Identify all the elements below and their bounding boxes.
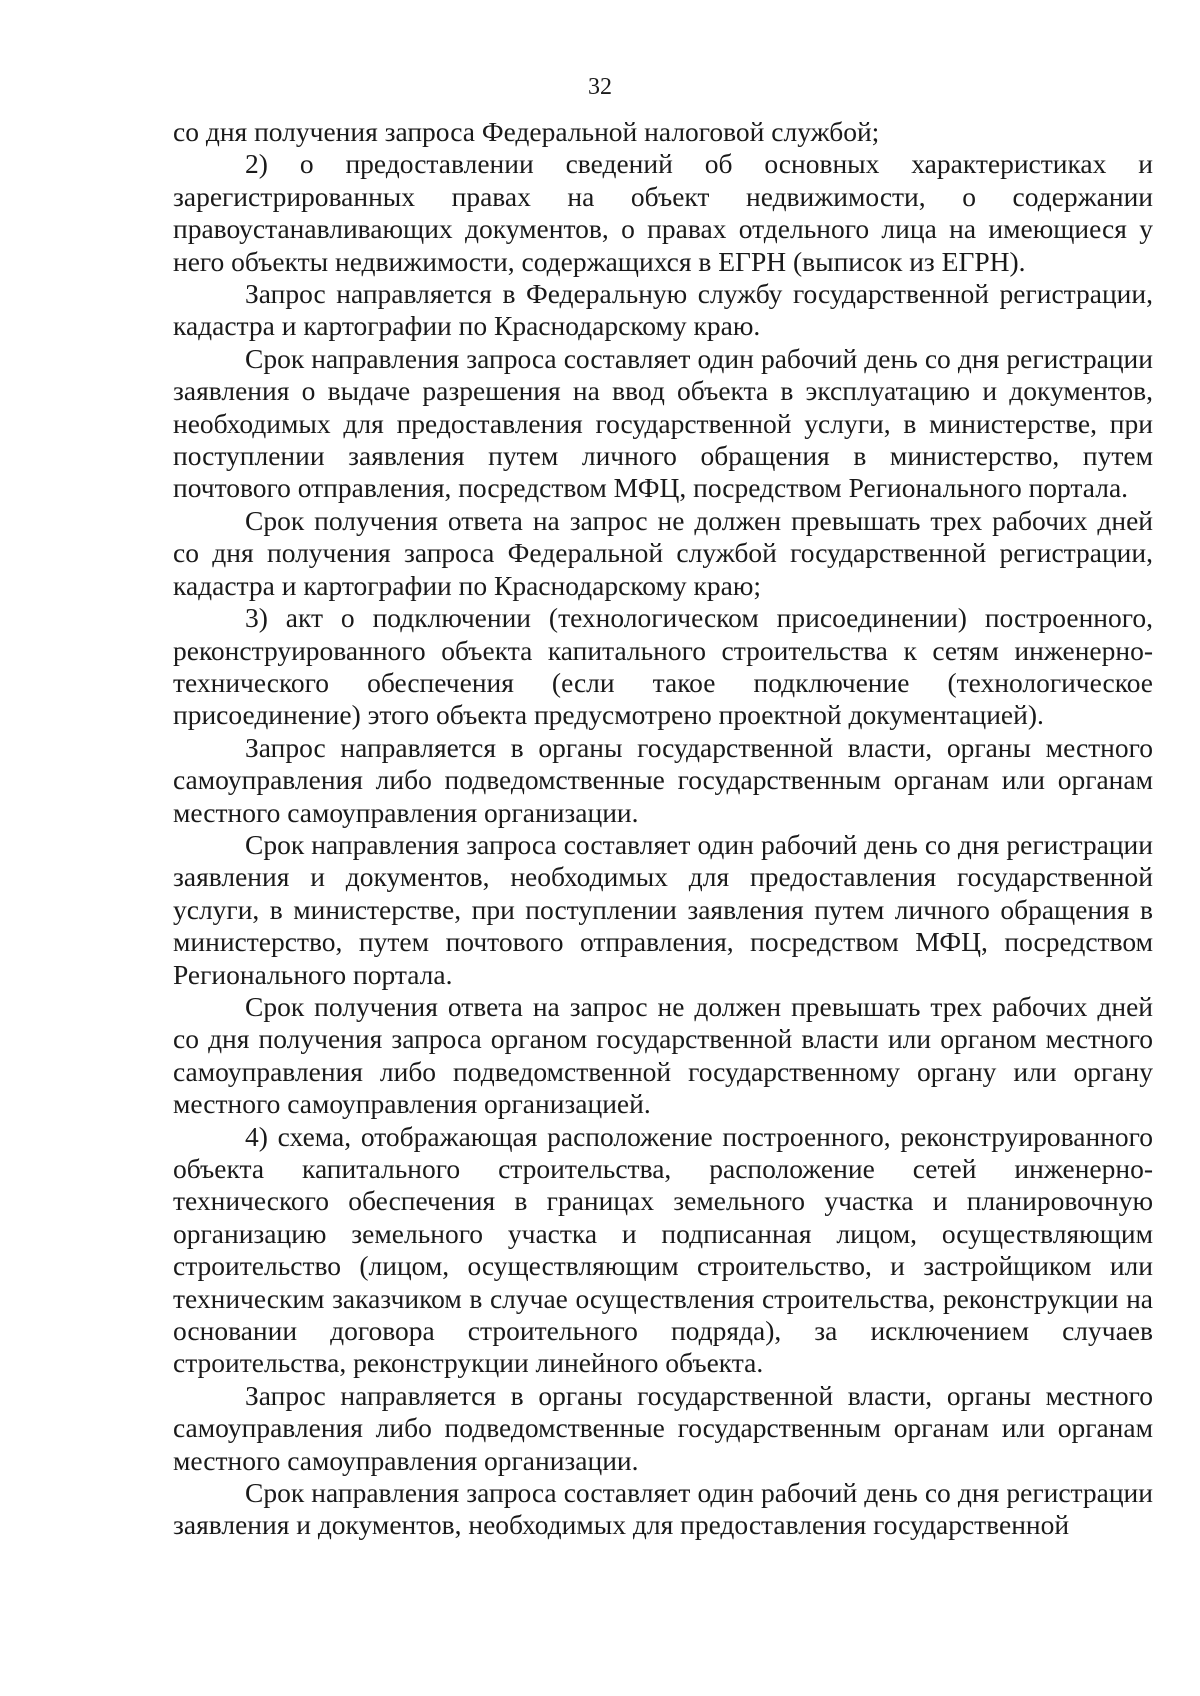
- paragraph-request-recipient: Запрос направляется в органы государственной власти, органы местного самоуправления либо подведомственные государственным органам или органам местного самоуправления организации.: [173, 731, 1153, 828]
- paragraph-request-deadline: Срок направления запроса составляет один рабочий день со дня регистрации заявления о выдаче разрешения на ввод объекта в эксплуатацию и документов, необходимых для предоставления государственной услуги, в министерстве, при поступлении заявления путем личного обращения в министерство, путем почтового отправления, посредством МФЦ, посредством Регионального портала.: [173, 342, 1153, 504]
- paragraph-response-deadline: Срок получения ответа на запрос не должен превышать трех рабочих дней со дня получения запроса органом государственной власти или органом местного самоуправления либо подведомственной государственному органу или органу местного самоуправления организацией.: [173, 990, 1153, 1120]
- paragraph-request-deadline: Срок направления запроса составляет один рабочий день со дня регистрации заявления и документов, необходимых для предоставления государственной: [173, 1477, 1153, 1541]
- paragraph-item-4: 4) схема, отображающая расположение построенного, реконструированного объекта капитального строительства, расположение сетей инженерно-технического обеспечения в границах земельного участка и планировочную организацию земельного участка и подписанная лицом, осуществляющим строительство (лицом, осуществляющим строительство, и застройщиком или техническим заказчиком в случае осуществления строительства, реконструкции на основании договора строительного подряда), за исключением случаев строительства, реконструкции линейного объекта.: [173, 1120, 1153, 1379]
- paragraph-request-deadline: Срок направления запроса составляет один рабочий день со дня регистрации заявления и документов, необходимых для предоставления государственной услуги, в министерстве, при поступлении заявления путем личного обращения в министерство, путем почтового отправления, посредством МФЦ, посредством Регионального портала.: [173, 828, 1153, 990]
- paragraph-item-3: 3) акт о подключении (технологическом присоединении) построенного, реконструированного объекта капитального строительства к сетям инженерно-технического обеспечения (если такое подключение (технологическое присоединение) этого объекта предусмотрено проектной документацией).: [173, 602, 1153, 731]
- paragraph-continuation: со дня получения запроса Федеральной налоговой службой;: [173, 116, 880, 147]
- document-body: [173, 116, 1153, 1542]
- paragraph-request-recipient: Запрос направляется в органы государственной власти, органы местного самоуправления либо подведомственные государственным органам или органам местного самоуправления организации.: [173, 1379, 1153, 1476]
- page-number: 32: [588, 74, 612, 100]
- paragraph-item-2: 2) о предоставлении сведений об основных характеристиках и зарегистрированных правах на объект недвижимости, о содержании правоустанавливающих документов, о правах отдельного лица на имеющиеся у него объекты недвижимости, содержащихся в ЕГРН (выписок из ЕГРН).: [173, 148, 1153, 277]
- paragraph-request-recipient: Запрос направляется в Федеральную службу государственной регистрации, кадастра и картографии по Краснодарскому краю.: [173, 278, 1153, 342]
- paragraph-response-deadline: Срок получения ответа на запрос не должен превышать трех рабочих дней со дня получения запроса Федеральной службой государственной регистрации, кадастра и картографии по Краснодарскому краю;: [173, 504, 1153, 601]
